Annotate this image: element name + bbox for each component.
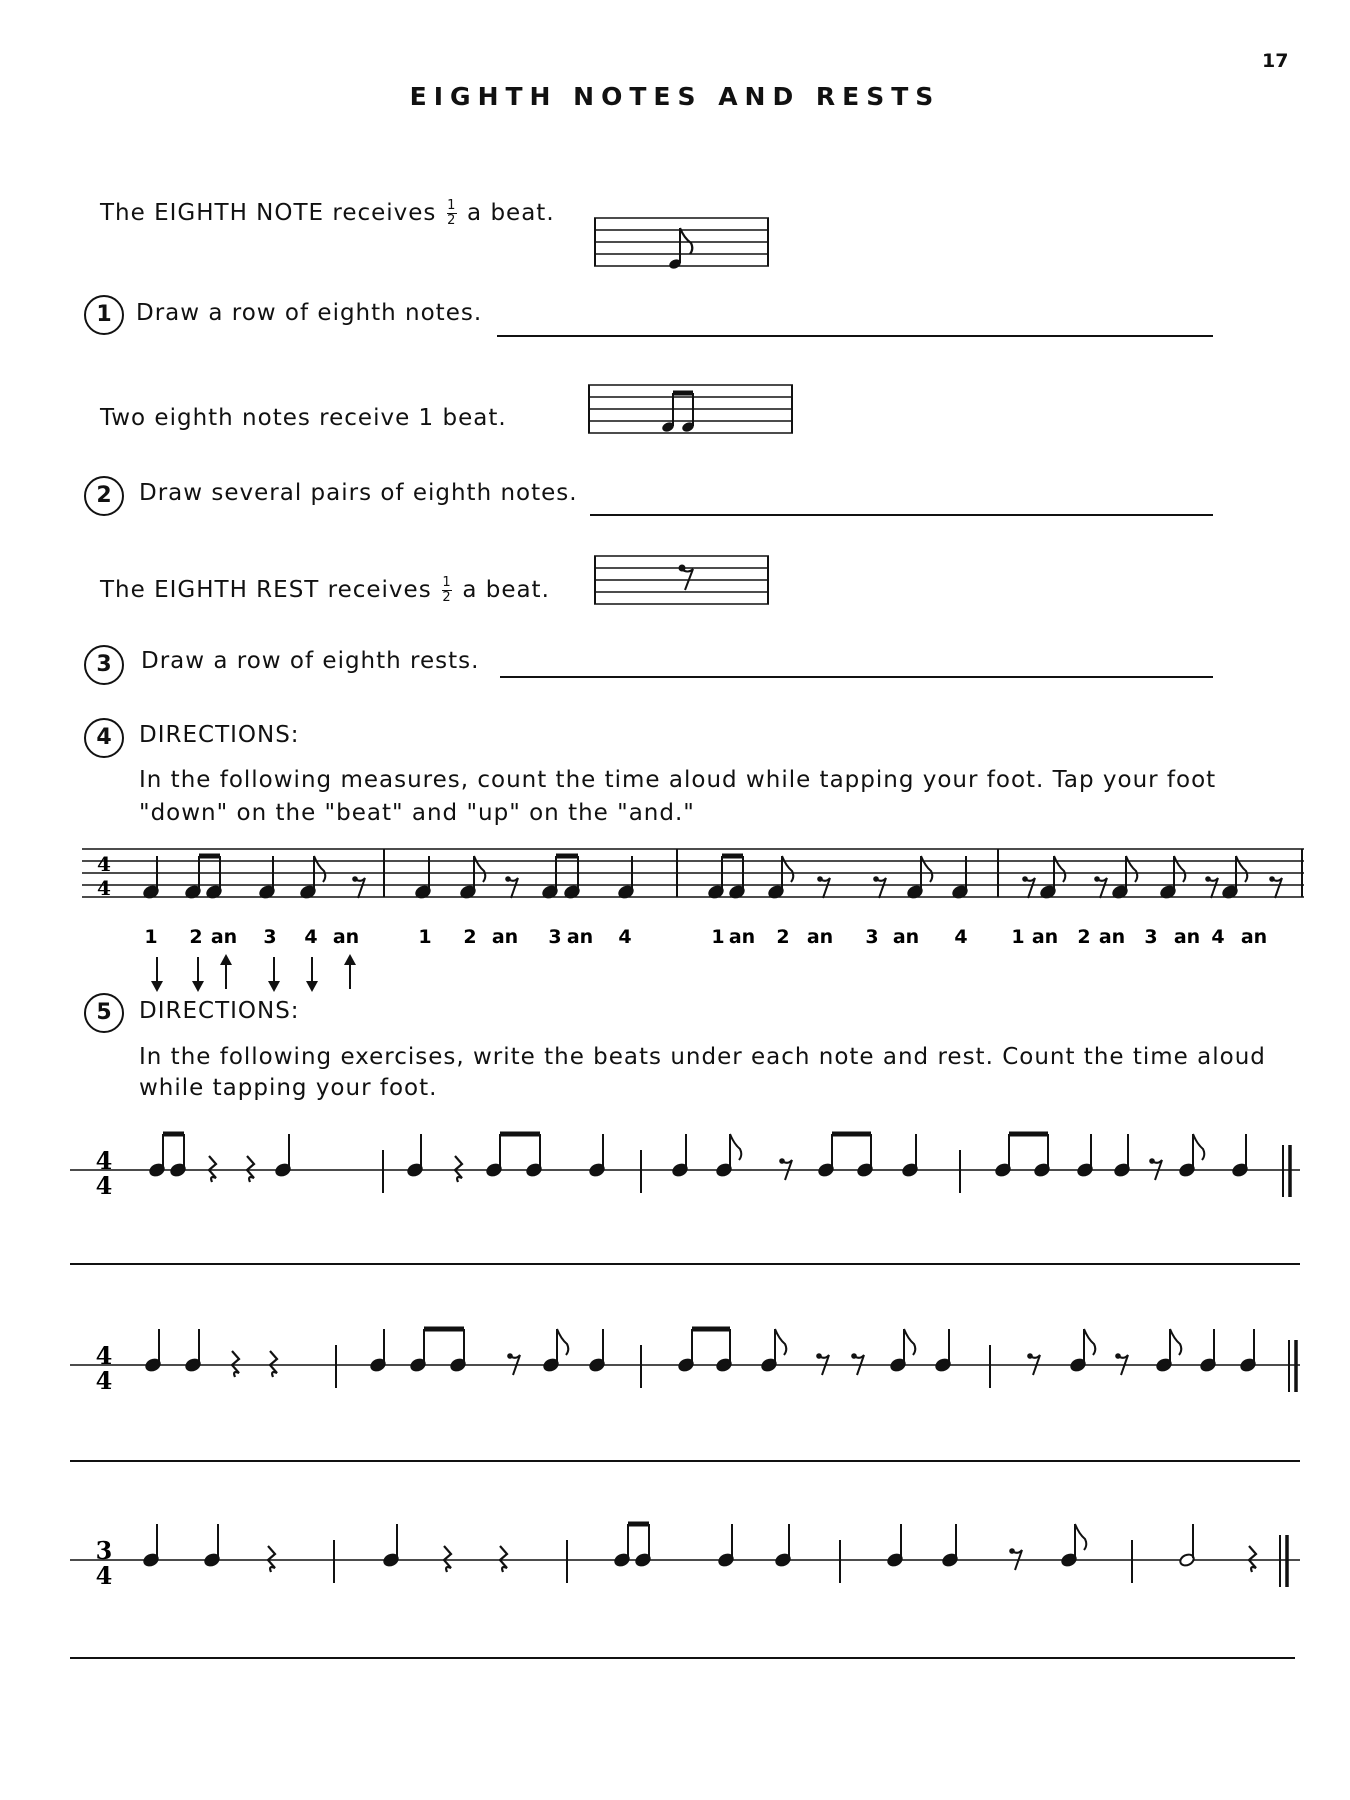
count-label: 4 [1211,926,1225,948]
eighth-flag [1170,1329,1181,1355]
eighth-flag [1193,1134,1204,1160]
count-label: 2 [189,926,203,948]
eighth-rest-staff-example [594,554,769,606]
question-1-answer-line[interactable] [497,335,1213,337]
count-label: 3 [1144,926,1158,948]
count-label: 2 [1077,926,1091,948]
question-4-heading: DIRECTIONS: [139,722,300,748]
count-label: 4 [618,926,632,948]
eighth-flag [775,1329,786,1355]
question-3-text: Draw a row of eighth rests. [141,648,480,674]
tap-down-arrow-icon [306,981,318,992]
eighth-flag [904,1329,915,1355]
quarter-rest [268,1546,275,1572]
quarter-rest [1249,1546,1256,1572]
count-label: 1 [418,926,432,948]
count-label: 2 [463,926,477,948]
count-label: an [1173,926,1201,948]
question-4-line-2: "down" on the "beat" and "up" on the "and." [139,800,695,826]
count-label: an [566,926,594,948]
beamed-eighths-staff-example [588,383,793,435]
question-5-number: 5 [84,993,124,1033]
exercise-2-answer-line[interactable] [70,1460,1300,1462]
fraction-half: $\frac{1}{2}$ [447,198,457,228]
count-label: an [806,926,834,948]
exercise-2-rhythm [0,1310,1350,1405]
count-label: an [1240,926,1268,948]
eighth-flag [730,1134,741,1160]
counting-staff [0,835,1350,995]
eighth-flag [921,856,932,882]
eighth-flag [557,1329,568,1355]
exercise-2-time-sig-top: 4 [95,1341,113,1370]
tap-down-arrow-icon [151,981,163,992]
question-5-line-2: while tapping your foot. [139,1075,438,1101]
count-label: an [332,926,360,948]
quarter-rest [247,1156,254,1182]
tap-up-arrow-icon [220,954,232,965]
count-label: 3 [548,926,562,948]
eighth-note-text: The EIGHTH NOTE receives $\frac{1}{2}$ a beat. [100,198,555,228]
question-2-number: 2 [84,476,124,516]
question-2-answer-line[interactable] [590,514,1213,516]
count-label: an [892,926,920,948]
eighth-flag [1075,1524,1086,1550]
count-label: 4 [304,926,318,948]
page-number: 17 [1262,50,1289,72]
exercise-1-time-sig-bottom: 4 [95,1171,113,1200]
exercise-1-answer-line[interactable] [70,1263,1300,1265]
question-1-number: 1 [84,295,124,335]
question-1-text: Draw a row of eighth notes. [136,300,483,326]
count-label: 4 [954,926,968,948]
eighth-flag [1236,856,1247,882]
count-label: an [1098,926,1126,948]
quarter-rest [209,1156,216,1182]
count-label: 1 [711,926,725,948]
question-5-heading: DIRECTIONS: [139,998,300,1024]
quarter-rest [455,1156,462,1182]
exercise-3-time-sig-top: 3 [95,1536,113,1565]
eighth-rest-text: The EIGHTH REST receives $\frac{1}{2}$ a beat. [100,575,550,605]
question-2-text: Draw several pairs of eighth notes. [139,480,578,506]
eighth-flag [782,856,793,882]
two-eighths-text: Two eighth notes receive 1 beat. [100,405,507,431]
count-label: 3 [263,926,277,948]
tap-up-arrow-icon [344,954,356,965]
question-3-number: 3 [84,645,124,685]
tap-down-arrow-icon [268,981,280,992]
eighth-note-staff-example [594,216,769,271]
eighth-flag [1054,856,1065,882]
count-label: 3 [865,926,879,948]
eighth-flag [1174,856,1185,882]
eighth-flag [1126,856,1137,882]
count-label: 2 [776,926,790,948]
exercise-3-answer-line[interactable] [70,1657,1295,1659]
tap-down-arrow-icon [192,981,204,992]
exercise-1-time-sig-top: 4 [95,1146,113,1175]
page-title: EIGHTH NOTES AND RESTS [409,82,941,111]
exercise-1-rhythm [0,1115,1350,1210]
count-label: an [728,926,756,948]
quarter-rest [232,1351,239,1377]
quarter-rest [500,1546,507,1572]
count-label: 1 [144,926,158,948]
eighth-flag [1084,1329,1095,1355]
question-4-number: 4 [84,718,124,758]
question-5-line-1: In the following exercises, write the beats under each note and rest. Count the time aloud [139,1044,1266,1070]
quarter-rest [270,1351,277,1377]
exercise-3-time-sig-bottom: 4 [95,1561,113,1590]
question-3-answer-line[interactable] [500,676,1213,678]
count-label: an [1031,926,1059,948]
fraction-half: $\frac{1}{2}$ [442,575,452,605]
count-label: an [491,926,519,948]
quarter-rest [444,1546,451,1572]
exercise-3-rhythm [0,1505,1350,1600]
count-label: an [210,926,238,948]
count-label: 1 [1011,926,1025,948]
counting-time-sig-top: 4 [97,852,111,876]
question-4-line-1: In the following measures, count the time aloud while tapping your foot. Tap your foot [139,767,1217,793]
eighth-flag [474,856,485,882]
counting-time-sig-bottom: 4 [97,876,111,900]
exercise-2-time-sig-bottom: 4 [95,1366,113,1395]
eighth-flag [314,856,325,882]
